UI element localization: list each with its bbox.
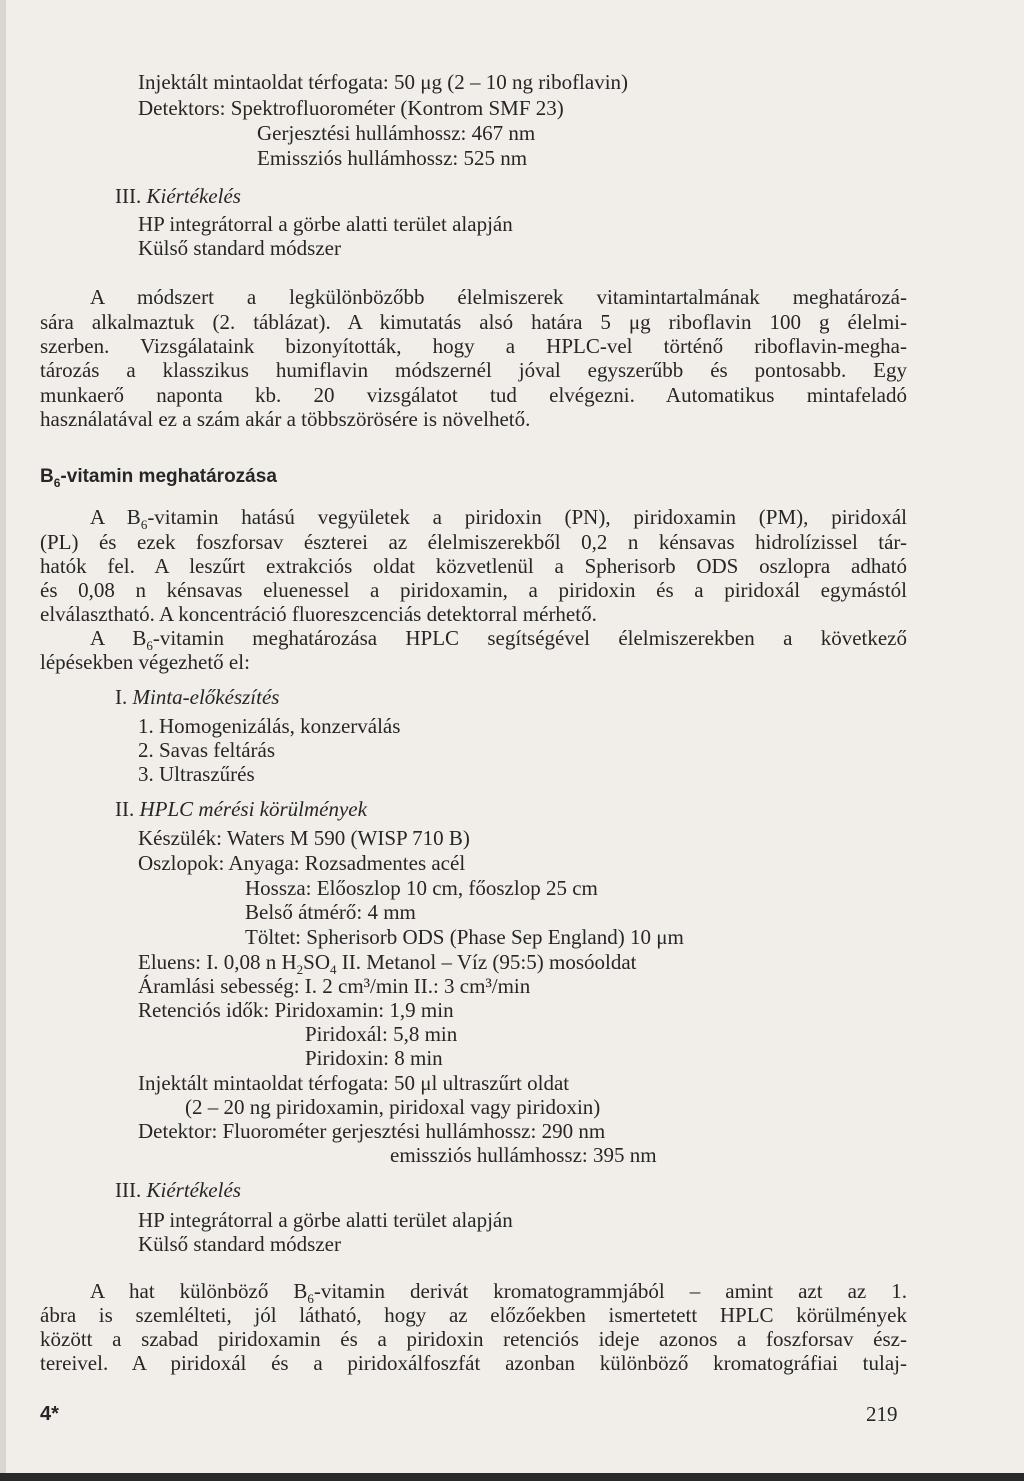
step-1-item-3: 3. Ultraszűrés xyxy=(138,762,255,786)
step-3-line-2: Külső standard módszer xyxy=(138,1232,341,1256)
step-2-detector-2: emissziós hullámhossz: 395 nm xyxy=(390,1143,657,1167)
paragraph-3-line-2: lépésekben végezhető el: xyxy=(40,650,250,674)
paragraph-2-line-3: hatók fel. A leszűrt extrakciós oldat közvetlenül a Spherisorb ODS oszlopra adható xyxy=(40,554,907,578)
step-2-injected-2: (2 – 20 ng piridoxamin, piridoxal vagy piridoxin) xyxy=(185,1095,601,1119)
step-2-retention-piridoxal: Piridoxál: 5,8 min xyxy=(305,1022,458,1046)
section-eval-line-2: Külső standard módszer xyxy=(138,236,341,260)
step-3-line-1: HP integrátorral a görbe alatti terület alapján xyxy=(138,1208,513,1232)
section-eval-number: III. xyxy=(115,184,142,208)
page-left-edge xyxy=(0,0,6,1481)
step-3-title: Kiértékelés xyxy=(146,1178,241,1202)
paragraph-1-line-2: sára alkalmaztuk (2. táblázat). A kimutatás alsó határa 5 μg riboflavin 100 g élelmi- xyxy=(40,310,907,334)
top-line-2: Detektors: Spektrofluorométer (Kontrom SMF 23) xyxy=(138,96,564,120)
heading-rest: -vitamin meghatározása xyxy=(60,466,277,487)
step-2-flow-rate: Áramlási sebesség: I. 2 cm³/min II.: 3 cm³/min xyxy=(138,974,531,998)
step-2-columns-label: Oszlopok: Anyaga: Rozsadmentes acél xyxy=(138,851,466,875)
page-number: 219 xyxy=(866,1402,898,1426)
step-1-number: I. xyxy=(115,685,128,709)
p2-pre: A B xyxy=(90,505,141,529)
step-2-column-packing: Töltet: Spherisorb ODS (Phase Sep England) 10 μm xyxy=(245,925,684,949)
p4-sub: 6 xyxy=(307,1291,314,1307)
p3-sub: 6 xyxy=(146,638,153,654)
heading-subscript: 6 xyxy=(53,475,61,490)
p3-pre: A B xyxy=(90,626,147,650)
section-eval-line-1: HP integrátorral a görbe alatti terület alapján xyxy=(138,212,513,236)
p4-pre: A hat különböző B xyxy=(90,1279,308,1303)
paragraph-2-line-4: és 0,08 n kénsavas eluenessel a piridoxamin, a piridoxin és a piridoxál egymástól xyxy=(40,578,907,602)
paragraph-4-line-2: ábra is szemlélteti, jól látható, hogy az előzőekben ismertetett HPLC körülmények xyxy=(40,1303,907,1327)
p2-sub: 6 xyxy=(140,517,148,533)
step-2-title: HPLC mérési körülmények xyxy=(139,797,367,821)
eluent-sub-1: 2 xyxy=(296,962,304,978)
step-2-column-diameter: Belső átmérő: 4 mm xyxy=(245,900,416,924)
p4-post: -vitamin derivát kromatogrammjából – amint azt az 1. xyxy=(313,1279,907,1303)
step-2-retention-piridoxin: Piridoxin: 8 min xyxy=(305,1046,443,1070)
p3-post: -vitamin meghatározása HPLC segítségével élelmiszerekben a következő xyxy=(152,626,907,650)
paragraph-4-line-4: tereivel. A piridoxál és a piridoxálfoszfát azonban különböző kromatográfiai tulaj- xyxy=(40,1351,907,1375)
step-2-number: II. xyxy=(115,797,135,821)
step-2-device: Készülék: Waters M 590 (WISP 710 B) xyxy=(138,826,470,850)
paragraph-1-line-1: A módszert a legkülönbözőbb élelmiszerek vitamintartalmának meghatározá- xyxy=(90,285,907,309)
paragraph-1-line-3: szerben. Vizsgálataink bizonyították, hogy a HPLC-vel történő riboflavin-megha- xyxy=(40,334,907,358)
step-1-item-1: 1. Homogenizálás, konzerválás xyxy=(138,714,401,738)
step-2-heading xyxy=(115,797,367,821)
eluent-sub-2: 4 xyxy=(330,962,337,978)
top-line-4: Emissziós hullámhossz: 525 nm xyxy=(257,146,528,170)
paragraph-1-line-4: tározás a klasszikus humiflavin módszernél jóval egyszerűbb és pontosabb. Egy xyxy=(40,358,907,382)
step-1-heading xyxy=(115,685,279,709)
step-2-retention-label: Retenciós idők: Piridoxamin: 1,9 min xyxy=(138,998,454,1022)
p2-post: -vitamin hatású vegyületek a piridoxin (PN), piridoxamin (PM), piridoxál xyxy=(147,505,908,529)
eluent-post: II. Metanol – Víz (95:5) mosóoldat xyxy=(336,950,637,974)
step-1-item-2: 2. Savas feltárás xyxy=(138,738,276,762)
paragraph-1-line-5: munkaerő naponta kb. 20 vizsgálatot tud elvégezni. Automatikus mintafeladó xyxy=(40,383,907,407)
step-3-number: III. xyxy=(115,1178,142,1202)
eluent-mid: SO xyxy=(303,950,331,974)
section-eval-heading xyxy=(115,184,241,208)
paragraph-2-line-5: elválasztható. A koncentráció fluoreszcenciás detektorral mérhető. xyxy=(40,602,597,626)
signature-mark: 4* xyxy=(40,1403,59,1425)
heading-prefix: B xyxy=(40,466,54,487)
top-line-3: Gerjesztési hullámhossz: 467 nm xyxy=(257,121,536,145)
step-1-title: Minta-előkészítés xyxy=(132,685,280,709)
section-heading-b6 xyxy=(40,465,277,495)
top-line-1: Injektált mintaoldat térfogata: 50 μg (2 – 10 ng riboflavin) xyxy=(138,70,629,94)
section-eval-title: Kiértékelés xyxy=(146,184,241,208)
step-3-heading xyxy=(115,1178,241,1202)
paragraph-2-line-2: (PL) és ezek foszforsav észterei az élelmiszerekből 0,2 n kénsavas hidrolízissel tár- xyxy=(40,530,907,554)
paragraph-1-line-6: használatával ez a szám akár a többszörösére is növelhető. xyxy=(40,407,531,431)
page-bottom-edge xyxy=(0,1473,1024,1481)
paragraph-4-line-3: között a szabad piridoxamin és a piridoxin retenciós ideje azonos a foszforsav ész- xyxy=(40,1327,907,1351)
step-2-detector-1: Detektor: Fluorométer gerjesztési hullámhossz: 290 nm xyxy=(138,1119,606,1143)
step-2-injected-1: Injektált mintaoldat térfogata: 50 μl ultraszűrt oldat xyxy=(138,1071,570,1095)
step-2-column-length: Hossza: Előoszlop 10 cm, főoszlop 25 cm xyxy=(245,876,598,900)
eluent-pre: Eluens: I. 0,08 n H xyxy=(138,950,297,974)
